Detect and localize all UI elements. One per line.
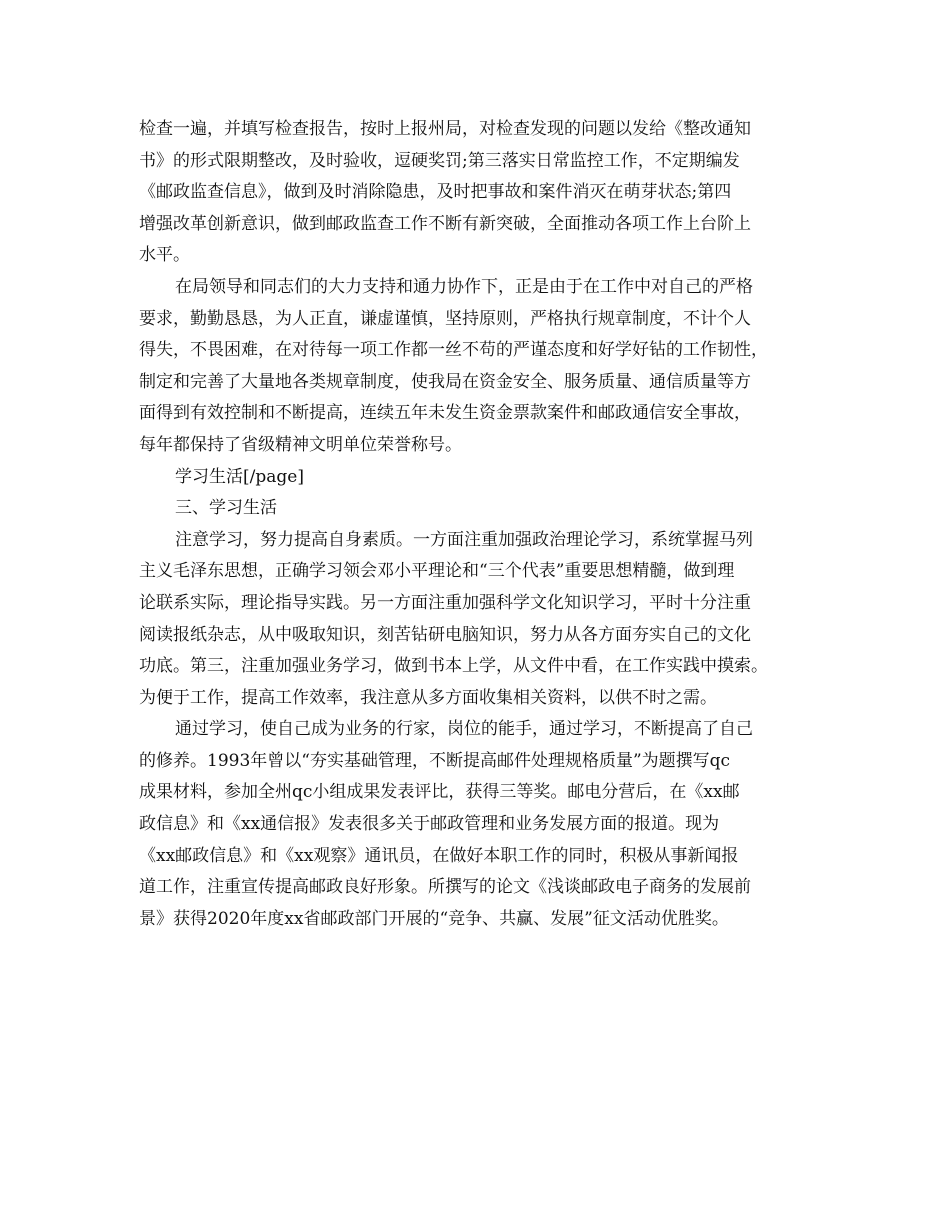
text-line: 论联系实际，理论指导实践。另一方面注重加强科学文化知识学习，平时十分注重 xyxy=(139,592,751,613)
text-line: 增强改革创新意识，做到邮政监查工作不断有新突破，全面推动各项工作上台阶上 xyxy=(139,213,751,234)
text-line: 《邮政监查信息》，做到及时消除隐患，及时把事故和案件消灭在萌芽状态;第四 xyxy=(139,182,732,203)
text-line: 为便于工作，提高工作效率，我注意从多方面收集相关资料，以供不时之需。 xyxy=(139,687,717,708)
text-line: 水平。 xyxy=(139,245,190,266)
text-line: 成果材料，参加全州qc小组成果发表评比，获得三等奖。邮电分营后，在《xx邮 xyxy=(139,782,740,803)
text-line: 的修养。1993年曾以“夯实基础管理，不断提高邮件处理规格质量”为题撰写qc xyxy=(139,750,731,771)
paragraph-achievements xyxy=(139,714,819,935)
section-heading xyxy=(139,493,819,525)
text-line: 注意学习，努力提高自身素质。一方面注重加强政治理论学习，系统掌握马列 xyxy=(175,529,753,550)
text-line: 《xx邮政信息》和《xx观察》通讯员，在做好本职工作的同时，积极从事新闻报 xyxy=(139,845,739,866)
text-line: 在局领导和同志们的大力支持和通力协作下，正是由于在工作中对自己的严格 xyxy=(175,276,753,297)
text-line: 检查一遍，并填写检查报告，按时上报州局，对检查发现的问题以发给《整改通知 xyxy=(139,119,751,139)
paragraph-leadership-support xyxy=(139,272,819,462)
text-line: 景》获得2020年度xx省邮政部门开展的“竞争、共赢、发展”征文活动优胜奖。 xyxy=(139,908,729,929)
text-line: 制定和完善了大量地各类规章制度，使我局在资金安全、服务质量、通信质量等方 xyxy=(139,371,751,392)
text-line: 书》的形式限期整改，及时验收，逗硬奖罚;第三落实日常监控工作，不定期编发 xyxy=(139,150,740,171)
text-line: 面得到有效控制和不断提高，连续五年未发生资金票款案件和邮政通信安全事故， xyxy=(139,403,751,424)
text-line: 要求，勤勤恳恳，为人正直，谦虚谨慎，坚持原则，严格执行规章制度，不计个人 xyxy=(139,308,751,329)
page-marker-line xyxy=(139,462,819,494)
text-line: 道工作，注重宣传提高邮政良好形象。所撰写的论文《浅谈邮政电子商务的发展前 xyxy=(139,877,751,898)
text-line: 功底。第三，注重加强业务学习，做到书本上学，从文件中看，在工作实践中摸索。 xyxy=(139,656,768,677)
text-line: 三、学习生活 xyxy=(175,498,277,519)
text-line: 政信息》和《xx通信报》发表很多关于邮政管理和业务发展方面的报道。现为 xyxy=(139,814,720,835)
text-line: 通过学习，使自己成为业务的行家，岗位的能手，通过学习，不断提高了自己 xyxy=(175,719,753,740)
text-line: 学习生活[/page] xyxy=(175,466,304,487)
document-body xyxy=(139,114,819,935)
text-line: 阅读报纸杂志，从中吸取知识，刻苦钻研电脑知识，努力从各方面夯实自己的文化 xyxy=(139,624,751,645)
text-line: 每年都保持了省级精神文明单位荣誉称号。 xyxy=(139,434,462,455)
text-line: 得失，不畏困难，在对待每一项工作都一丝不苟的严谨态度和好学好钻的工作韧性， xyxy=(139,340,768,361)
paragraph-continued-inspection xyxy=(139,114,819,272)
text-line: 主义毛泽东思想，正确学习领会邓小平理论和“三个代表”重要思想精髓，做到理 xyxy=(139,561,735,582)
paragraph-study xyxy=(139,525,819,715)
